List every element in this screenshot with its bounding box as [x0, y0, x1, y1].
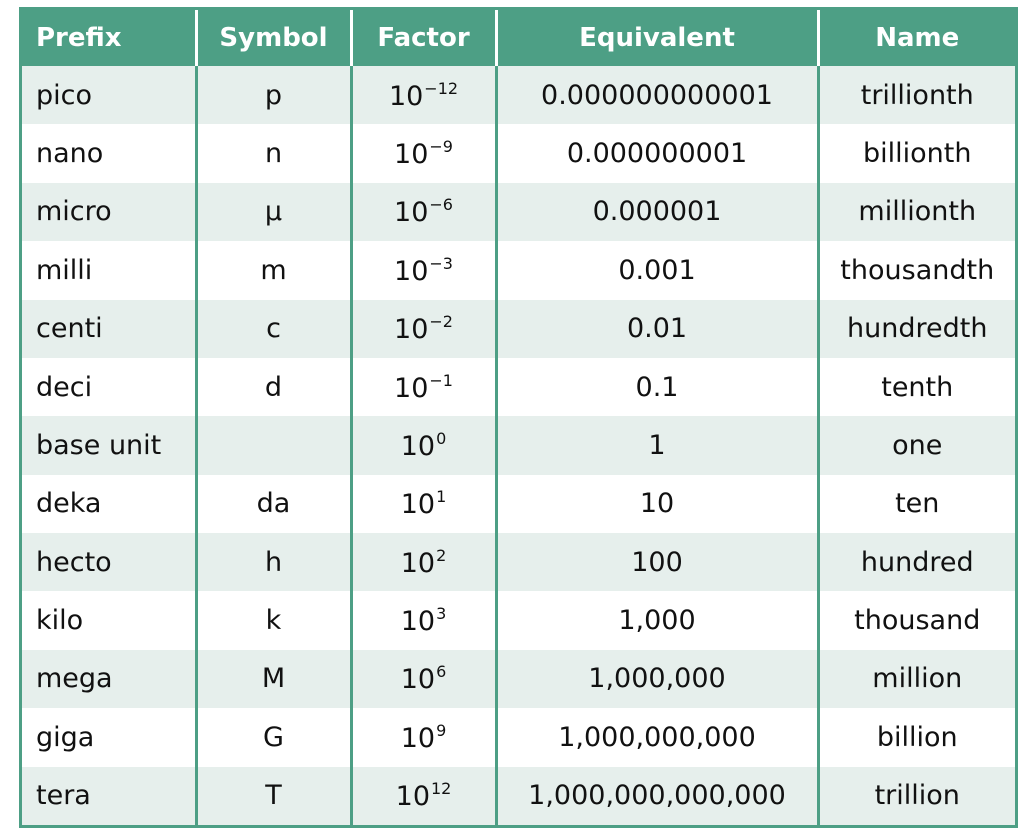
table-row — [22, 533, 1015, 591]
cell-prefix: pico — [22, 66, 196, 124]
cell-symbol: M — [196, 650, 351, 708]
cell-symbol: d — [196, 358, 351, 416]
cell-name: ten — [818, 475, 1015, 533]
cell-symbol: T — [196, 767, 351, 826]
factor-exponent: 3 — [436, 604, 447, 624]
cell-factor — [351, 124, 496, 182]
cell-name: thousand — [818, 591, 1015, 649]
cell-equivalent: 0.000000001 — [496, 124, 818, 182]
cell-prefix: deci — [22, 358, 196, 416]
table-row — [22, 241, 1015, 299]
cell-symbol: p — [196, 66, 351, 124]
table-row — [22, 183, 1015, 241]
header-name: Name — [818, 10, 1015, 66]
cell-symbol: c — [196, 300, 351, 358]
table-row — [22, 358, 1015, 416]
header-equivalent: Equivalent — [496, 10, 818, 66]
cell-factor — [351, 708, 496, 766]
cell-factor — [351, 416, 496, 474]
cell-equivalent: 0.000000000001 — [496, 66, 818, 124]
cell-symbol: m — [196, 241, 351, 299]
cell-factor — [351, 358, 496, 416]
factor-exponent: 2 — [436, 545, 447, 565]
factor-base: 10 — [394, 197, 429, 229]
cell-equivalent: 0.000001 — [496, 183, 818, 241]
cell-symbol: da — [196, 475, 351, 533]
cell-symbol: k — [196, 591, 351, 649]
factor-exponent: 12 — [431, 779, 452, 799]
cell-factor — [351, 300, 496, 358]
cell-factor — [351, 183, 496, 241]
cell-equivalent: 1 — [496, 416, 818, 474]
cell-equivalent: 10 — [496, 475, 818, 533]
cell-name: one — [818, 416, 1015, 474]
cell-prefix: giga — [22, 708, 196, 766]
factor-base: 10 — [388, 80, 424, 112]
cell-name: billion — [818, 708, 1015, 766]
metric-prefix-table-frame — [19, 7, 1018, 828]
cell-name: million — [818, 650, 1015, 708]
cell-equivalent: 1,000,000,000 — [496, 708, 818, 766]
cell-factor — [351, 767, 496, 826]
cell-equivalent: 0.01 — [496, 300, 818, 358]
factor-base: 10 — [400, 489, 436, 521]
cell-symbol: μ — [196, 183, 351, 241]
cell-prefix: tera — [22, 767, 196, 826]
cell-name: hundredth — [818, 300, 1015, 358]
header-prefix: Prefix — [22, 10, 196, 66]
cell-equivalent: 0.1 — [496, 358, 818, 416]
cell-prefix: micro — [22, 183, 196, 241]
cell-prefix: centi — [22, 300, 196, 358]
cell-prefix: mega — [22, 650, 196, 708]
cell-prefix: kilo — [22, 591, 196, 649]
table-header-row — [22, 10, 1015, 66]
cell-equivalent: 1,000,000 — [496, 650, 818, 708]
cell-symbol: h — [196, 533, 351, 591]
factor-exponent: −12 — [424, 78, 459, 98]
cell-factor — [351, 241, 496, 299]
cell-prefix: deka — [22, 475, 196, 533]
cell-prefix: nano — [22, 124, 196, 182]
factor-exponent: 6 — [436, 662, 447, 682]
metric-prefix-table — [22, 10, 1015, 825]
cell-factor — [351, 533, 496, 591]
factor-exponent: −9 — [429, 137, 453, 157]
factor-base: 10 — [394, 372, 429, 404]
factor-base: 10 — [400, 430, 436, 462]
factor-exponent: 9 — [436, 720, 447, 740]
factor-exponent: 1 — [436, 487, 447, 507]
cell-equivalent: 1,000 — [496, 591, 818, 649]
factor-base: 10 — [394, 314, 429, 346]
cell-factor — [351, 475, 496, 533]
table-row — [22, 650, 1015, 708]
cell-prefix: hecto — [22, 533, 196, 591]
factor-base: 10 — [394, 139, 429, 171]
table-row — [22, 300, 1015, 358]
factor-exponent: −3 — [429, 253, 453, 273]
cell-name: tenth — [818, 358, 1015, 416]
cell-name: trillionth — [818, 66, 1015, 124]
cell-name: thousandth — [818, 241, 1015, 299]
cell-name: billionth — [818, 124, 1015, 182]
table-row — [22, 124, 1015, 182]
table-row — [22, 416, 1015, 474]
table-row — [22, 475, 1015, 533]
cell-factor — [351, 591, 496, 649]
factor-base: 10 — [394, 255, 429, 287]
cell-name: trillion — [818, 767, 1015, 826]
factor-base: 10 — [400, 664, 436, 696]
factor-base: 10 — [400, 606, 436, 638]
cell-symbol — [196, 416, 351, 474]
factor-exponent: −2 — [429, 312, 453, 332]
cell-equivalent: 1,000,000,000,000 — [496, 767, 818, 826]
cell-name: millionth — [818, 183, 1015, 241]
cell-symbol: n — [196, 124, 351, 182]
cell-name: hundred — [818, 533, 1015, 591]
cell-prefix: milli — [22, 241, 196, 299]
table-body — [22, 66, 1015, 825]
cell-symbol: G — [196, 708, 351, 766]
header-factor: Factor — [351, 10, 496, 66]
cell-factor — [351, 66, 496, 124]
cell-equivalent: 100 — [496, 533, 818, 591]
factor-exponent: −1 — [429, 370, 453, 390]
factor-base: 10 — [400, 722, 436, 754]
cell-equivalent: 0.001 — [496, 241, 818, 299]
table-row — [22, 767, 1015, 826]
factor-exponent: −6 — [429, 195, 453, 215]
factor-base: 10 — [395, 781, 430, 813]
factor-base: 10 — [400, 547, 436, 579]
header-symbol: Symbol — [196, 10, 351, 66]
table-row — [22, 591, 1015, 649]
factor-exponent: 0 — [436, 428, 447, 448]
table-row — [22, 66, 1015, 124]
cell-factor — [351, 650, 496, 708]
table-row — [22, 708, 1015, 766]
cell-prefix: base unit — [22, 416, 196, 474]
